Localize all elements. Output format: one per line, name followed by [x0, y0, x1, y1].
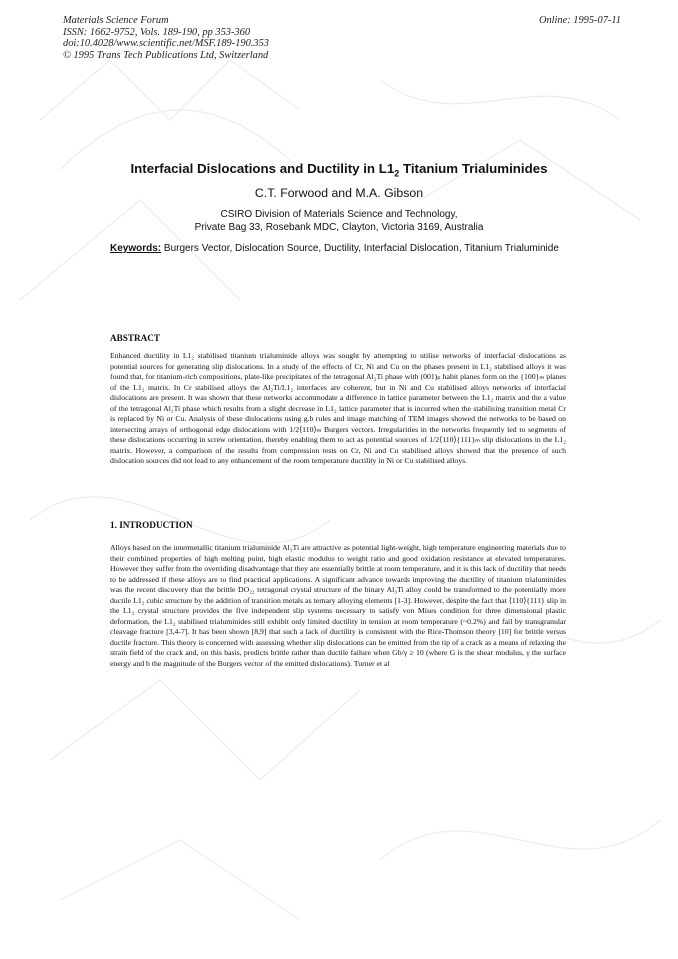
affiliation-line-2: Private Bag 33, Rosebank MDC, Clayton, Victoria 3169, Australia — [194, 221, 484, 233]
journal-name: Materials Science Forum — [63, 15, 169, 26]
introduction-body: Alloys based on the intermetallic titanium trialuminide Al₃Ti are attractive as potential light-weight, high temperature engineering materials due to their combined properties of high melting point, high elastic modulus to weight ratio and good oxidation resistance at elevated temperatures. However they suffer from the overriding disadvantage that they are essentially brittle at room temperature, and it is this lack of ductility that needs to be addressed if these alloys are to find practical applications. A significant advance towards improving the ductility of titanium trialuminides was the recent discovery that the brittle DO₂₂ tetragonal crystal structure of the binary Al₃Ti alloy could be transformed to the potentially more ductile L1₂ cubic structure by the addition of transition metals as ternary alloying elements [1-3]. However, despite the fact that ⟨110⟩{111} slip in the L1₂ crystal structure provides the five independent slip systems necessary to satisfy von Mises condition for three dimensional plastic deformation, the L1₂ stabilised trialuminides still exhibit only limited ductility in tension at room temperature (~0.2%) and fail by transgranular cleavage fracture [3,4-7]. It has been shown [8,9] that such a lack of ductility is consistent with the Rice-Thomson theory [10] for brittle versus ductile fracture. This theory is concerned with assessing whether slip dislocations can be emitted from the tip of a crack as a means of relaxing the strain field of the crack and, on this basis, predicts brittle rather than ductile failure when Gb/γ ≥ 10 (where G is the shear modulus, γ the surface energy and b the magnitude of the Burgers vector of the emitted dislocations). Turner et al — [110, 543, 566, 668]
title-part-2: Titanium Trialuminides — [399, 161, 548, 176]
abstract-body: Enhanced ductility in L1₂ stabilised titanium trialuminide alloys was sought by attempting to utilise networks of interfacial dislocations as potential sources for generating slip dislocations. In a study of the effects of Cr, Ni and Cu on the phases present in L1₂ stabilised alloys it was found that, for titanium-rich compositions, plate-like precipitates of the tetragonal Al₂Ti phase with (001)ₚ habit planes form on the {100}ₘ planes of the L1₂ matrix. In Cr stabilised alloys the Al₂Ti/L1₂ interfaces are coherent, but in Ni and Cu stabilised alloys networks of interfacial dislocations are present. It was shown that these networks accommodate a difference in lattice parameter between the L1₂ matrix and the a value of the tetragonal Al₂Ti phase which results from a slight decrease in L1₂ lattice parameter that is incurred when the stabilising transition metal Cr is replaced by Ni or Cu. Analysis of these dislocations using g.b rules and image matching of TEM images showed the networks to be based on intersecting arrays of orthogonal edge dislocations with 1/2⟨110⟩ₘ Burgers vectors. Irregularities in the networks frequently led to segments of these dislocations occurring in screw orientation, thereby enabling them to act as potential sources of 1/2⟨110⟩{111}ₘ slip dislocations in the L1₂ matrix. However, a comparison of the results from compression tests on Cr, Ni and Cu stabilised alloys showed that the presence of such dislocation sources did not lead to any enhancement of the room temperature ductility in Ni or Cu stabilised alloys. — [110, 351, 566, 465]
keywords-list: Burgers Vector, Dislocation Source, Ductility, Interfacial Dislocation, Titanium Trialuminide — [161, 243, 559, 254]
copyright-line: © 1995 Trans Tech Publications Ltd, Switzerland — [63, 49, 269, 61]
authors: C.T. Forwood and M.A. Gibson — [254, 186, 424, 200]
title-subscript: 2 — [394, 168, 400, 179]
keywords — [110, 243, 566, 255]
header-citation — [63, 15, 269, 61]
title-part-1: Interfacial Dislocations and Ductility in L1 — [130, 161, 395, 176]
affiliation — [0, 209, 678, 234]
keywords-label: Keywords: — [110, 243, 162, 254]
online-date: Online: 1995-07-11 — [538, 15, 621, 26]
doi-line: doi:10.4028/www.scientific.net/MSF.189-190.353 — [63, 38, 269, 49]
introduction-heading: 1. INTRODUCTION — [110, 520, 193, 530]
affiliation-line-1: CSIRO Division of Materials Science and Technology, — [220, 209, 458, 220]
paper-title — [0, 161, 678, 179]
issn-line: ISSN: 1662-9752, Vols. 189-190, pp 353-360 — [63, 26, 251, 38]
abstract-heading: ABSTRACT — [110, 333, 161, 343]
